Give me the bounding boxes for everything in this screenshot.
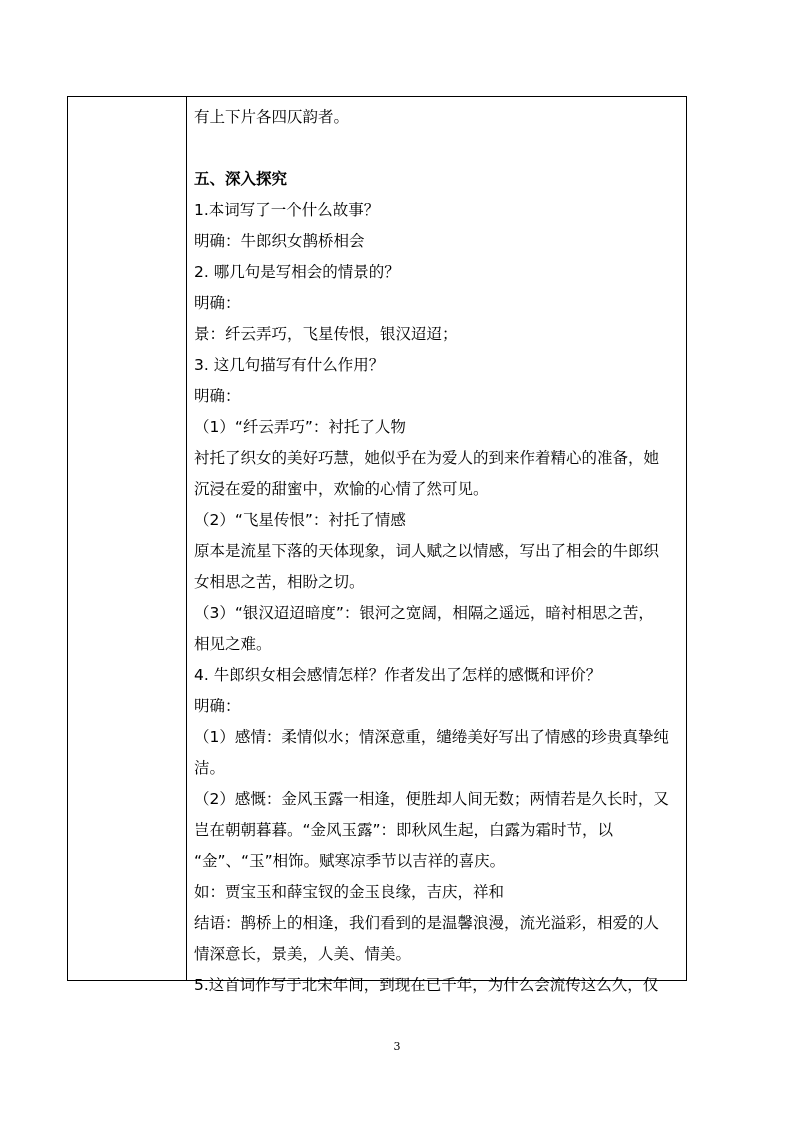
text-line: （3）“银汉迢迢暗度”：银河之宽阔，相隔之遥远，暗衬相思之苦， bbox=[194, 604, 654, 622]
text-line: 如：贾宝玉和薛宝钗的金玉良缘，吉庆，祥和 bbox=[194, 883, 505, 901]
lesson-table bbox=[67, 96, 687, 994]
text-line: （2）感慨：金风玉露一相逢，便胜却人间无数；两情若是久长时，又 bbox=[194, 790, 669, 808]
text-line: 洁。 bbox=[194, 759, 226, 777]
text-line: 3. 这几句描写有什么作用？ bbox=[194, 356, 385, 374]
text-line: 明确：牛郎织女鹊桥相会 bbox=[194, 232, 365, 250]
table-column-divider bbox=[186, 97, 187, 980]
text-line: “金”、“玉”相饰。赋寒凉季节以吉祥的喜庆。 bbox=[194, 852, 506, 870]
text-line: 情深意长，景美，人美、情美。 bbox=[194, 945, 412, 963]
text-line: 有上下片各四仄韵者。 bbox=[194, 108, 350, 126]
text-line: 沉浸在爱的甜蜜中，欢愉的心情了然可见。 bbox=[194, 480, 489, 498]
text-line: （2）“飞星传恨”：衬托了情感 bbox=[194, 511, 406, 529]
text-line: 女相思之苦，相盼之切。 bbox=[194, 573, 365, 591]
text-line: 明确： bbox=[194, 697, 241, 715]
text-line: 相见之难。 bbox=[194, 635, 272, 653]
page-number: 3 bbox=[393, 1040, 401, 1053]
section-heading: 五、深入探究 bbox=[194, 170, 288, 188]
text-line: 明确： bbox=[194, 387, 241, 405]
blank-line bbox=[194, 133, 684, 164]
text-line: 结语：鹊桥上的相逢，我们看到的是温馨浪漫，流光溢彩，相爱的人 bbox=[194, 914, 660, 932]
text-line: 原本是流星下落的天体现象，词人赋之以情感，写出了相会的牛郎织 bbox=[194, 542, 660, 560]
text-line: 2. 哪几句是写相会的情景的？ bbox=[194, 263, 400, 281]
lesson-content-cell bbox=[194, 102, 684, 1001]
text-line: 岂在朝朝暮暮。“金风玉露”：即秋风生起，白露为霜时节，以 bbox=[194, 821, 614, 839]
text-line: （1）“纤云弄巧”：衬托了人物 bbox=[194, 418, 406, 436]
text-line: 1.本词写了一个什么故事？ bbox=[194, 201, 380, 219]
text-line: 衬托了织女的美好巧慧，她似乎在为爱人的到来作着精心的准备，她 bbox=[194, 449, 660, 467]
text-line: 景：纤云弄巧，飞星传恨，银汉迢迢； bbox=[194, 325, 458, 343]
text-line: 4. 牛郎织女相会感情怎样？作者发出了怎样的感慨和评价？ bbox=[194, 666, 602, 684]
text-line: 明确： bbox=[194, 294, 241, 312]
text-line: 5.这首词作写于北宋年间，到现在已千年，为什么会流传这么久，仅 bbox=[194, 976, 659, 994]
text-line: （1）感情：柔情似水；情深意重，缱绻美好写出了情感的珍贵真挚纯 bbox=[194, 728, 669, 746]
